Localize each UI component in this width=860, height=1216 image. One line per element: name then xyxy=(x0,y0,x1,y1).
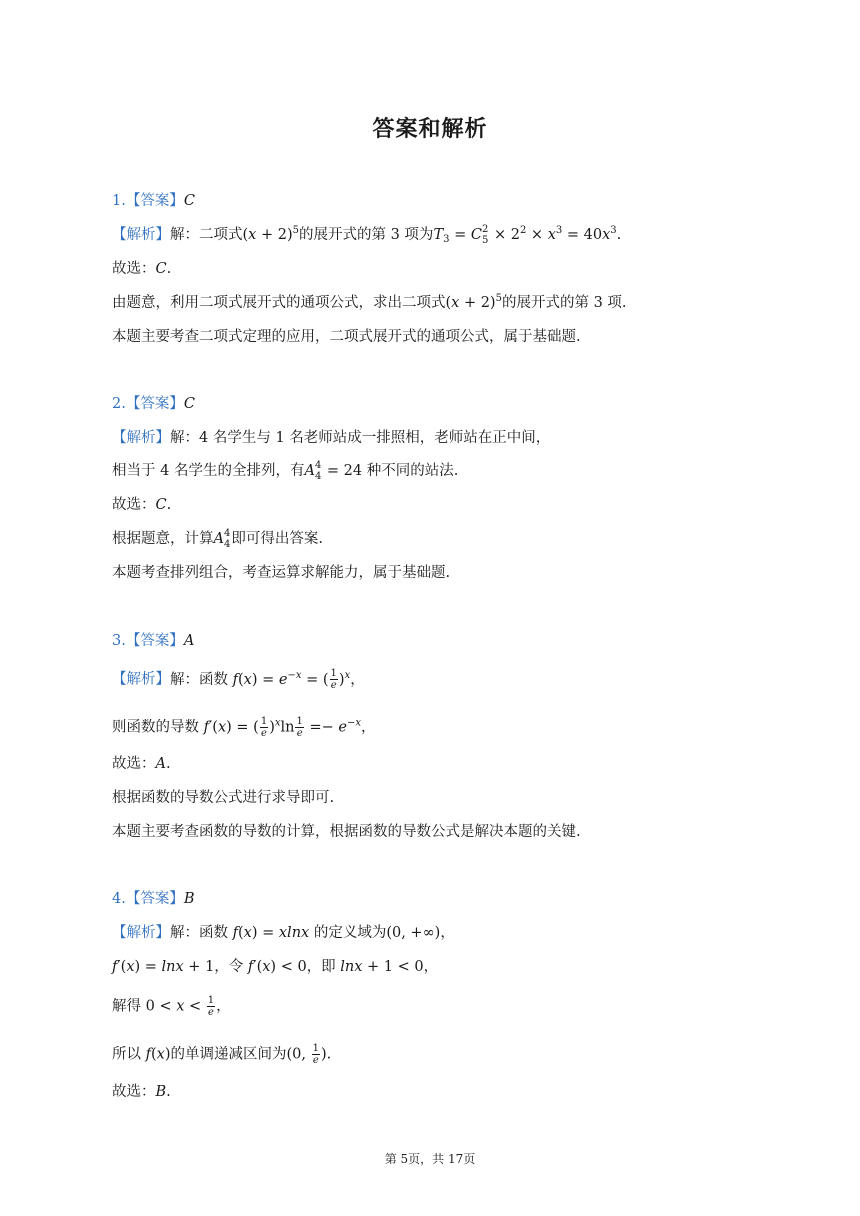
q1-reason: 由题意，利用二项式展开式的通项公式，求出二项式$(x + 2)^5$的展开式的第 3 项. xyxy=(112,293,627,311)
q3-line1: 解：函数 $f(x) = e^{-x}$ = ( $\frac{1}{e}$ )$^x$， xyxy=(170,668,365,691)
q2-reason: 根据题意，计算A 4 4 即可得出答案. xyxy=(112,528,323,550)
q1-answer-line xyxy=(112,190,195,212)
q3-analysis-line xyxy=(112,668,365,691)
q1-solve-prefix: 解：二项式 xyxy=(170,227,243,243)
q1-choice: 故选：C. xyxy=(112,261,172,277)
q4-line3: 解得 0 < x < $\frac{1}{e}$ ， xyxy=(112,995,231,1018)
q3-choice: 故选：A. xyxy=(112,756,171,772)
q2-summary: 本题考查排列组合，考查运算求解能力，属于基础题. xyxy=(112,565,451,581)
q2-answer-line xyxy=(112,393,195,415)
q2-answer: C xyxy=(183,396,195,412)
q4-analysis-line xyxy=(112,922,455,944)
page-title: 答案和解析 xyxy=(372,117,488,142)
q3-reason: 根据函数的导数公式进行求导即可. xyxy=(112,790,335,806)
answer-tag: 【答案】 xyxy=(125,633,184,649)
q3-number: 3. xyxy=(112,633,126,649)
q2-line1: 解：4 名学生与 1 名老师站成一排照相，老师站在正中间， xyxy=(170,430,551,446)
q3-line2: 则函数的导数 f′(x) = ( $\frac{1}{e}$ )$^x$ln $\frac{1}{e}$ =− $e^{-x}$， xyxy=(112,716,376,739)
q4-number: 4. xyxy=(112,891,126,907)
q1-analysis-line xyxy=(112,224,621,246)
q4-choice: 故选：B. xyxy=(112,1084,171,1100)
analysis-tag: 【解析】 xyxy=(112,227,170,243)
q3-answer: A xyxy=(183,633,195,649)
q3-answer-line xyxy=(112,630,194,652)
q4-answer: B xyxy=(183,891,195,907)
q4-line2: f′(x) = lnx + 1，令 f′(x) < 0，即 lnx + 1 < 0， xyxy=(112,959,439,975)
answer-tag: 【答案】 xyxy=(125,193,184,209)
q1-formula: $(x + 2)^5$的展开式的第 3 项为$T_3 = C$ 2 5 × $2^2 \times x^3 = 40x^3$. xyxy=(242,224,622,246)
answer-tag: 【答案】 xyxy=(125,396,184,412)
q3-summary: 本题主要考查函数的导数的计算，根据函数的导数公式是解决本题的关键. xyxy=(112,824,581,840)
q1-number: 1. xyxy=(112,193,126,209)
analysis-tag: 【解析】 xyxy=(112,925,170,941)
q1-answer: C xyxy=(183,193,195,209)
analysis-tag: 【解析】 xyxy=(112,671,170,688)
analysis-tag: 【解析】 xyxy=(112,430,170,446)
q4-line4: 所以 f(x)的单调递减区间为(0, $\frac{1}{e}$ ). xyxy=(112,1043,332,1066)
q4-line1: 解：函数 f(x) = xlnx 的定义域为(0, +∞)， xyxy=(170,925,455,941)
page-footer: 第 5页，共 17页 xyxy=(384,1152,476,1166)
q2-choice: 故选：C. xyxy=(112,497,172,513)
q1-summary: 本题主要考查二项式定理的应用，二项式展开式的通项公式，属于基础题. xyxy=(112,329,581,345)
q2-number: 2. xyxy=(112,396,126,412)
answer-tag: 【答案】 xyxy=(125,891,184,907)
q4-answer-line xyxy=(112,888,195,910)
q2-line2: 相当于 4 名学生的全排列，有A 4 4 = 24 种不同的站法. xyxy=(112,460,459,482)
q2-analysis-line xyxy=(112,427,550,449)
